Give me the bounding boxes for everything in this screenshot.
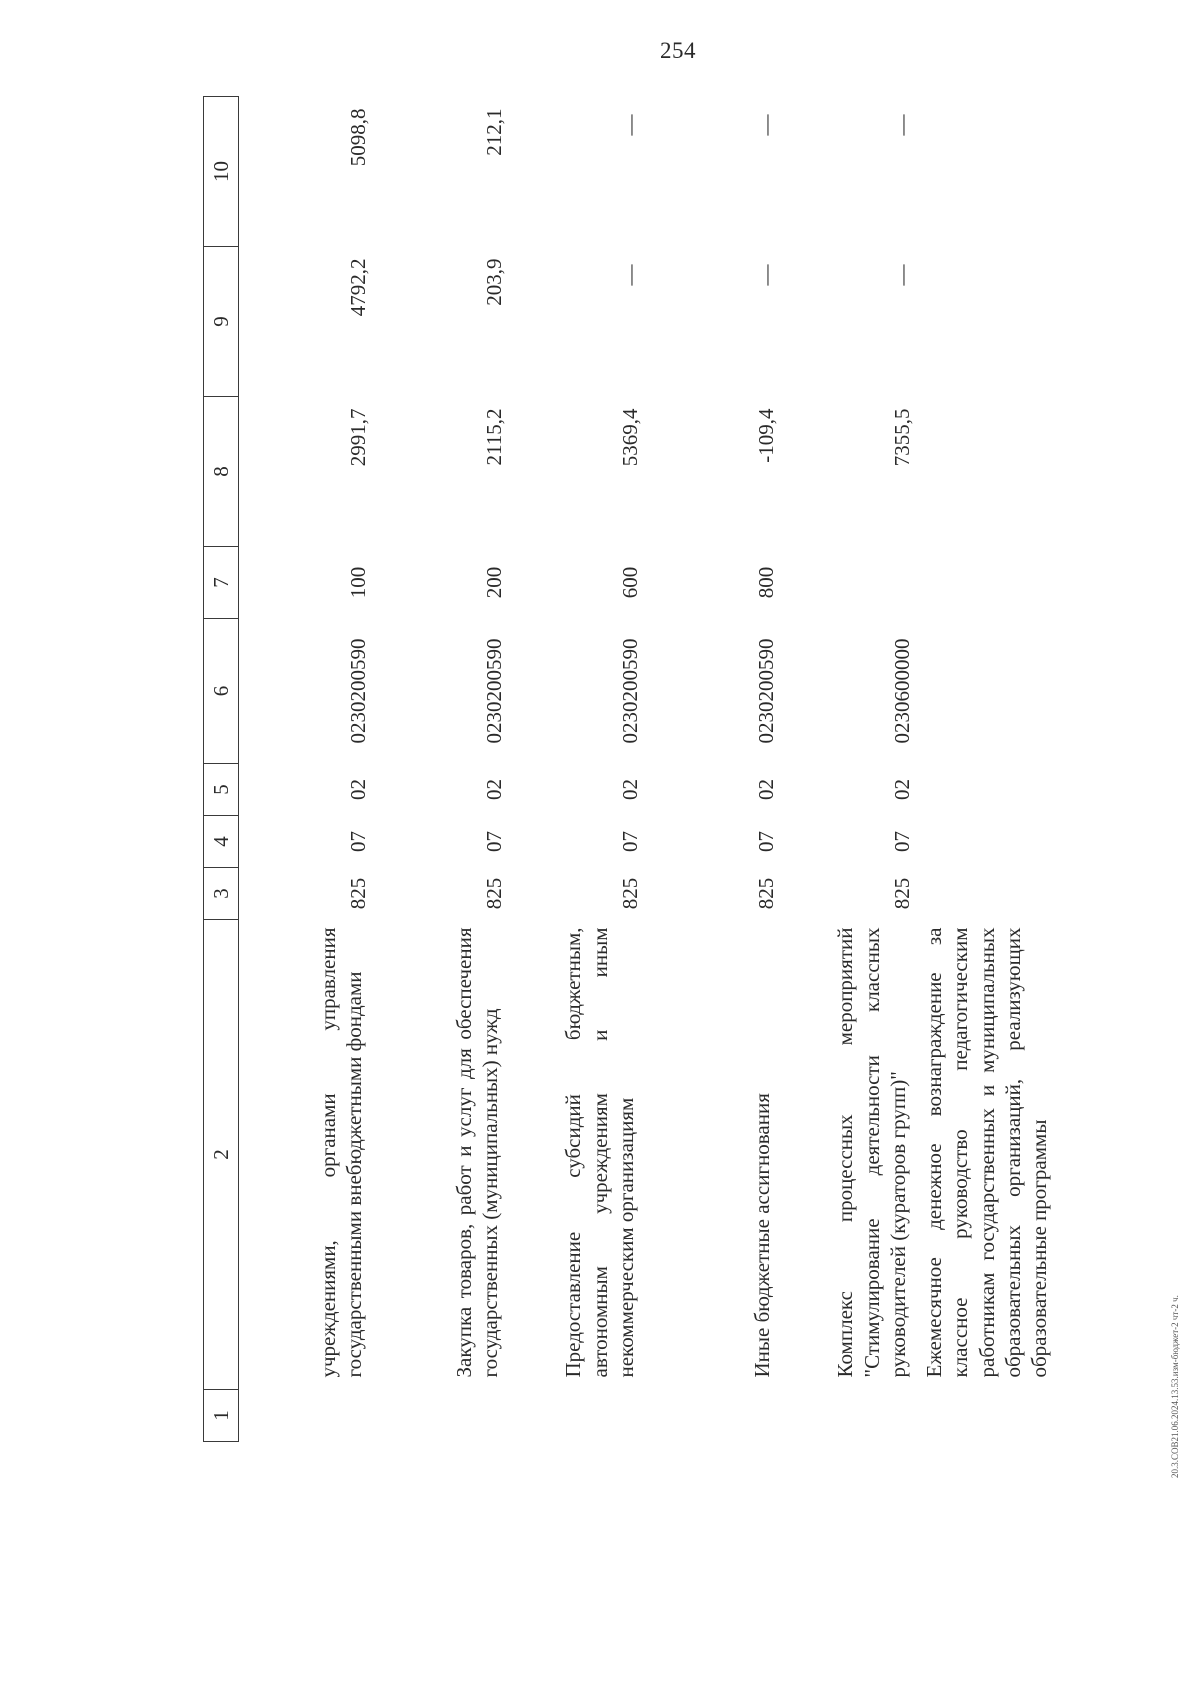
column-header: 2	[204, 920, 239, 1390]
cell-amount-col10: —	[753, 114, 778, 136]
column-header: 1	[204, 1390, 239, 1442]
footer-stamp: 20.3.СОВ21.06.2024.13.53.изм-бюджет-2 чт-2 ч.	[1170, 1295, 1180, 1478]
cell-amount-col9: 203,9	[481, 258, 506, 306]
cell-subsection: 02	[753, 779, 778, 800]
budget-table	[203, 96, 1200, 1442]
cell-amount-col9: —	[617, 264, 642, 286]
cell-col1	[915, 1390, 1200, 1442]
cell-target-article	[915, 619, 1200, 764]
cell-ministry-code: 825	[753, 877, 778, 910]
cell-target-article: 0230200590	[345, 638, 370, 744]
row-name: Иные бюджетные ассигнования	[749, 1093, 774, 1378]
cell-expense-type: 800	[753, 566, 778, 599]
column-header: 4	[204, 816, 239, 868]
cell-amount-col10: 5098,8	[345, 108, 370, 167]
column-header: 5	[204, 764, 239, 816]
cell-expense-type	[915, 547, 1200, 619]
cell-expense-type: 100	[345, 566, 370, 599]
cell-amount-col8: 7355,5	[889, 408, 914, 467]
cell-subsection: 02	[345, 779, 370, 800]
cell-ministry-code: 825	[345, 877, 370, 910]
cell-expense-type	[779, 547, 915, 619]
cell-subsection	[915, 764, 1200, 816]
cell-col1	[507, 1390, 643, 1442]
cell-amount-col8: -109,4	[753, 408, 778, 463]
cell-section: 07	[889, 831, 914, 852]
cell-col1	[239, 1390, 372, 1442]
column-header: 7	[204, 547, 239, 619]
cell-col1	[371, 1390, 507, 1442]
row-name: Закупка товаров, работ и услуг для обеспечения государственных (муниципальных) нужд	[451, 927, 502, 1378]
row-name: учреждениями, органами управления государственными внебюджетными фондами	[315, 927, 366, 1378]
cell-amount-col9: —	[889, 264, 914, 286]
row-name: Ежемесячное денежное вознаграждение за классное руководство педагогическим работникам государственных и муниципальных образовательных организаций, реализующих образовательные программы	[922, 927, 1051, 1378]
cell-subsection: 02	[481, 779, 506, 800]
cell-ministry-code: 825	[481, 877, 506, 910]
cell-expense-type: 600	[617, 566, 642, 599]
cell-expense-type: 200	[481, 566, 506, 599]
table-row	[507, 97, 643, 1442]
cell-section: 07	[481, 831, 506, 852]
cell-section: 07	[753, 831, 778, 852]
table-row	[779, 97, 915, 1442]
cell-subsection: 02	[617, 779, 642, 800]
cell-amount-col9: —	[753, 264, 778, 286]
row-name: Комплекс процессных мероприятий "Стимулирование деятельности классных руководителей (кураторов групп)"	[833, 927, 910, 1378]
cell-amount-col8	[915, 397, 1200, 547]
column-header: 8	[204, 397, 239, 547]
cell-section: 07	[617, 831, 642, 852]
cell-ministry-code: 825	[617, 877, 642, 910]
cell-col1	[779, 1390, 915, 1442]
column-header: 9	[204, 247, 239, 397]
cell-target-article: 0230600000	[889, 638, 914, 744]
cell-target-article: 0230200590	[617, 638, 642, 744]
cell-ministry-code	[915, 868, 1200, 920]
cell-amount-col10: 212,1	[481, 108, 506, 156]
column-header: 3	[204, 868, 239, 920]
table-row	[371, 97, 507, 1442]
cell-amount-col9	[915, 247, 1200, 397]
cell-target-article: 0230200590	[481, 638, 506, 744]
cell-col1	[643, 1390, 779, 1442]
page-number: 254	[660, 38, 696, 63]
row-name: Предоставление субсидий бюджетным, автономным учреждениям и иным некоммерческим организациям	[561, 927, 638, 1378]
cell-amount-col10	[915, 97, 1200, 247]
table-row	[239, 97, 372, 1442]
cell-amount-col8: 2991,7	[345, 408, 370, 467]
cell-amount-col9: 4792,2	[345, 258, 370, 317]
cell-subsection: 02	[889, 779, 914, 800]
cell-amount-col10: —	[617, 114, 642, 136]
rotated-table-container	[203, 97, 1123, 1442]
cell-amount-col10: —	[889, 114, 914, 136]
cell-section: 07	[345, 831, 370, 852]
cell-section	[915, 816, 1200, 868]
table-row	[643, 97, 779, 1442]
cell-ministry-code: 825	[889, 877, 914, 910]
cell-target-article: 0230200590	[753, 638, 778, 744]
cell-amount-col8: 5369,4	[617, 408, 642, 467]
cell-amount-col8: 2115,2	[481, 408, 506, 466]
column-header: 6	[204, 619, 239, 764]
column-header: 10	[204, 97, 239, 247]
header-row	[204, 97, 239, 1442]
table-row	[915, 97, 1200, 1442]
